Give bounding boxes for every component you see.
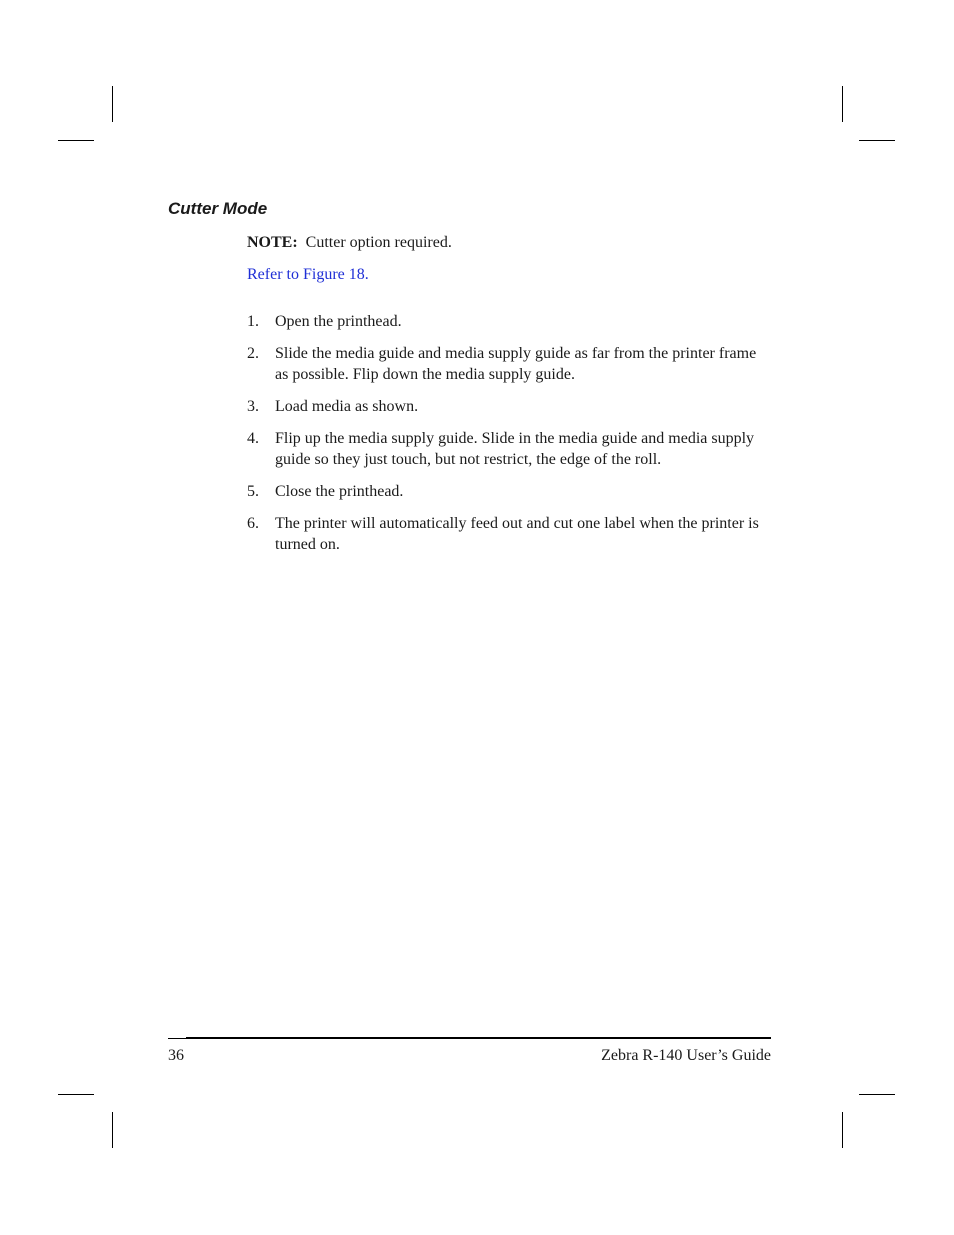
- steps-list: [247, 311, 767, 566]
- step-text: Close the printhead.: [275, 483, 404, 500]
- list-item: [247, 481, 767, 502]
- crop-mark-top-left-vertical: [112, 86, 113, 122]
- crop-mark-bottom-right-horizontal: [859, 1094, 895, 1095]
- figure-reference-link[interactable]: Refer to Figure 18.: [247, 266, 369, 283]
- footer-rule-left: [168, 1038, 188, 1039]
- list-item: [247, 428, 767, 470]
- note-text: Cutter option required.: [305, 234, 452, 251]
- footer-rule: [186, 1037, 771, 1039]
- crop-mark-top-right-vertical: [842, 86, 843, 122]
- crop-mark-top-right-horizontal: [859, 140, 895, 141]
- crop-mark-bottom-left-horizontal: [58, 1094, 94, 1095]
- step-text: Slide the media guide and media supply guide as far from the printer frame as possible. Flip down the media supply guide.: [275, 345, 757, 383]
- step-text: The printer will automatically feed out and cut one label when the printer is turned on.: [275, 515, 759, 553]
- step-number: 4.: [247, 430, 259, 447]
- list-item: [247, 396, 767, 417]
- step-number: 5.: [247, 483, 259, 500]
- crop-mark-bottom-left-vertical: [112, 1112, 113, 1148]
- crop-mark-top-left-horizontal: [58, 140, 94, 141]
- page-number: 36: [168, 1047, 184, 1064]
- guide-title: Zebra R-140 User’s Guide: [601, 1047, 771, 1064]
- step-number: 2.: [247, 345, 259, 362]
- step-number: 1.: [247, 313, 259, 330]
- crop-mark-bottom-right-vertical: [842, 1112, 843, 1148]
- list-item: [247, 343, 767, 385]
- note: [247, 232, 452, 253]
- step-number: 3.: [247, 398, 259, 415]
- section-heading: Cutter Mode: [168, 199, 268, 218]
- step-text: Load media as shown.: [275, 398, 419, 415]
- list-item: [247, 311, 767, 332]
- note-label: NOTE:: [247, 234, 298, 251]
- step-number: 6.: [247, 515, 259, 532]
- step-text: Flip up the media supply guide. Slide in the media guide and media supply guide so they just touch, but not restrict, the edge of the roll.: [275, 430, 755, 468]
- step-text: Open the printhead.: [275, 313, 402, 330]
- list-item: [247, 513, 767, 555]
